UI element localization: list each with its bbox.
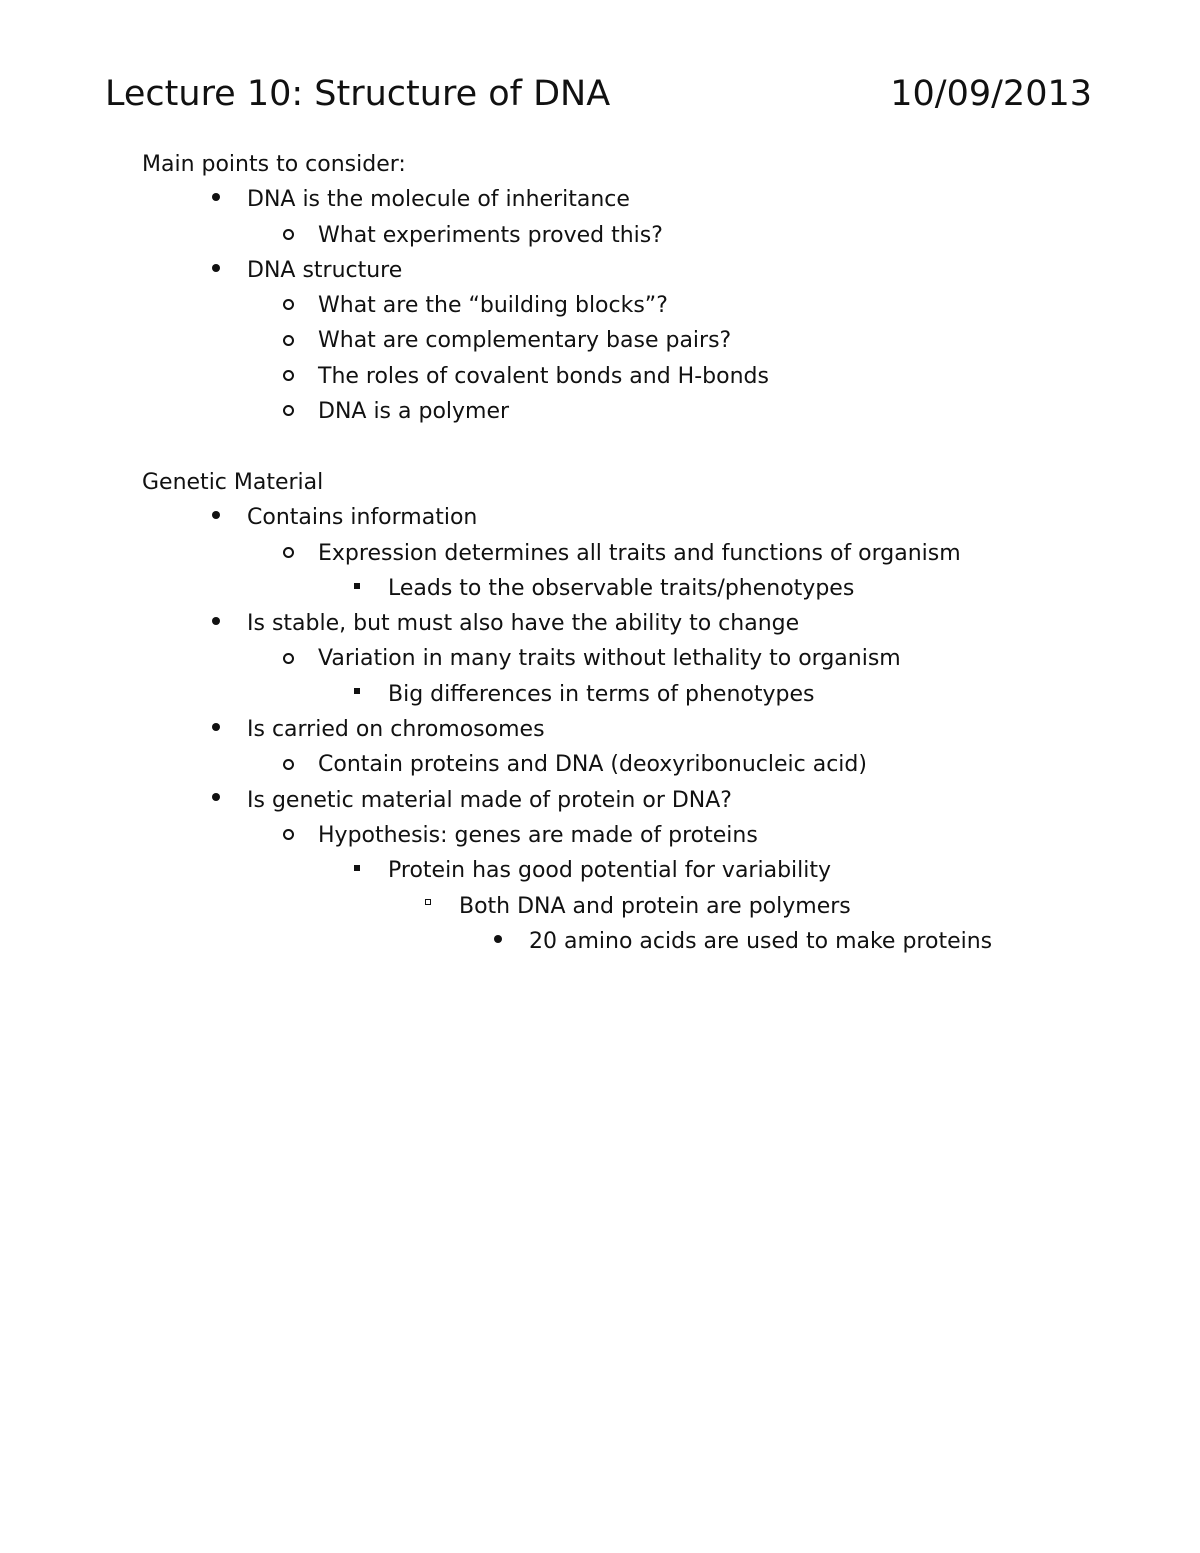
- outline-item-text: Contain proteins and DNA (deoxyribonucleic acid): [318, 752, 867, 778]
- outline-item-text: Is carried on chromosomes: [247, 717, 545, 743]
- open-circle-bullet-icon: [278, 747, 298, 782]
- outline-item-text: Contains information: [247, 505, 478, 531]
- outline-item-text: Both DNA and protein are polymers: [459, 893, 851, 919]
- open-circle-bullet-icon: [278, 394, 298, 429]
- outline-item-level-1: [142, 783, 1142, 818]
- open-circle-bullet-icon: [278, 218, 298, 253]
- filled-square-bullet-icon: [347, 571, 367, 606]
- outline-item-level-2: [142, 747, 1142, 782]
- outline-item-text: Expression determines all traits and functions of organism: [318, 540, 961, 566]
- open-circle-bullet-icon: [278, 641, 298, 676]
- outline-item-level-4: [142, 889, 1142, 924]
- filled-bullet-icon: [206, 253, 226, 288]
- bullet-shape: [354, 865, 360, 871]
- page-title: Lecture 10: Structure of DNA: [105, 74, 611, 114]
- bullet-shape: [425, 899, 431, 905]
- outline-item-level-2: [142, 818, 1142, 853]
- filled-bullet-icon: [206, 182, 226, 217]
- open-circle-bullet-icon: [278, 323, 298, 358]
- bullet-shape: [283, 829, 294, 840]
- bullet-shape: [212, 511, 220, 519]
- outline-item-text: Is genetic material made of protein or DNA?: [247, 787, 732, 813]
- outline-item-text: What experiments proved this?: [318, 222, 663, 248]
- bullet-shape: [283, 547, 294, 558]
- outline-item-level-2: [142, 641, 1142, 676]
- outline-item-level-1: [142, 500, 1142, 535]
- open-circle-bullet-icon: [278, 536, 298, 571]
- filled-bullet-icon: [488, 924, 508, 959]
- section-heading: Genetic Material: [142, 470, 324, 495]
- bullet-shape: [212, 264, 220, 272]
- outline-item-level-1: [142, 606, 1142, 641]
- bullet-shape: [354, 583, 360, 589]
- open-circle-bullet-icon: [278, 818, 298, 853]
- outline-item-text: Is stable, but must also have the ability to change: [247, 611, 800, 637]
- filled-bullet-icon: [206, 606, 226, 641]
- outline-item-text: DNA structure: [247, 257, 403, 283]
- outline-item-level-5: [142, 924, 1142, 959]
- bullet-shape: [212, 617, 220, 625]
- outline-item-level-2: [142, 536, 1142, 571]
- outline-item-text: What are complementary base pairs?: [318, 328, 732, 354]
- bullet-shape: [283, 335, 294, 346]
- outline-item-level-2: [142, 359, 1142, 394]
- outline-item-text: DNA is a polymer: [318, 399, 510, 425]
- bullet-shape: [354, 688, 360, 694]
- filled-square-bullet-icon: [347, 853, 367, 888]
- section-genetic-material: [142, 465, 1142, 959]
- outline-item-level-1: [142, 182, 1142, 217]
- bullet-shape: [212, 793, 220, 801]
- filled-bullet-icon: [206, 712, 226, 747]
- bullet-shape: [283, 405, 294, 416]
- filled-bullet-icon: [206, 500, 226, 535]
- outline-item-level-1: [142, 712, 1142, 747]
- lecture-date: 10/09/2013: [890, 74, 1092, 114]
- bullet-shape: [283, 653, 294, 664]
- bullet-shape: [283, 370, 294, 381]
- section-heading: Main points to consider:: [142, 152, 406, 177]
- outline-item-level-3: [142, 853, 1142, 888]
- bullet-shape: [212, 193, 220, 201]
- bullet-shape: [283, 299, 294, 310]
- outline-item-level-1: [142, 253, 1142, 288]
- section-main-points: [142, 147, 1142, 429]
- outline-item-level-3: [142, 571, 1142, 606]
- filled-bullet-icon: [206, 783, 226, 818]
- bullet-shape: [494, 935, 502, 943]
- outline-item-level-2: [142, 323, 1142, 358]
- bullet-shape: [212, 723, 220, 731]
- outline-item-text: What are the “building blocks”?: [318, 293, 668, 319]
- outline-item-text: DNA is the molecule of inheritance: [247, 187, 630, 213]
- outline-item-level-3: [142, 677, 1142, 712]
- outline-item-text: Protein has good potential for variability: [388, 858, 832, 884]
- open-circle-bullet-icon: [278, 288, 298, 323]
- outline-item-text: Big differences in terms of phenotypes: [388, 681, 815, 707]
- outline-item-text: Leads to the observable traits/phenotypes: [388, 575, 855, 601]
- outline-item-text: Variation in many traits without lethality to organism: [318, 646, 901, 672]
- filled-square-bullet-icon: [347, 677, 367, 712]
- open-circle-bullet-icon: [278, 359, 298, 394]
- outline-item-text: The roles of covalent bonds and H-bonds: [318, 363, 769, 389]
- outline-item-level-2: [142, 394, 1142, 429]
- bullet-shape: [283, 229, 294, 240]
- outline-item-level-2: [142, 288, 1142, 323]
- outline-item-text: 20 amino acids are used to make proteins: [529, 928, 993, 954]
- bullet-shape: [283, 759, 294, 770]
- open-square-bullet-icon: [418, 889, 438, 924]
- outline-item-text: Hypothesis: genes are made of proteins: [318, 822, 758, 848]
- outline-item-level-2: [142, 218, 1142, 253]
